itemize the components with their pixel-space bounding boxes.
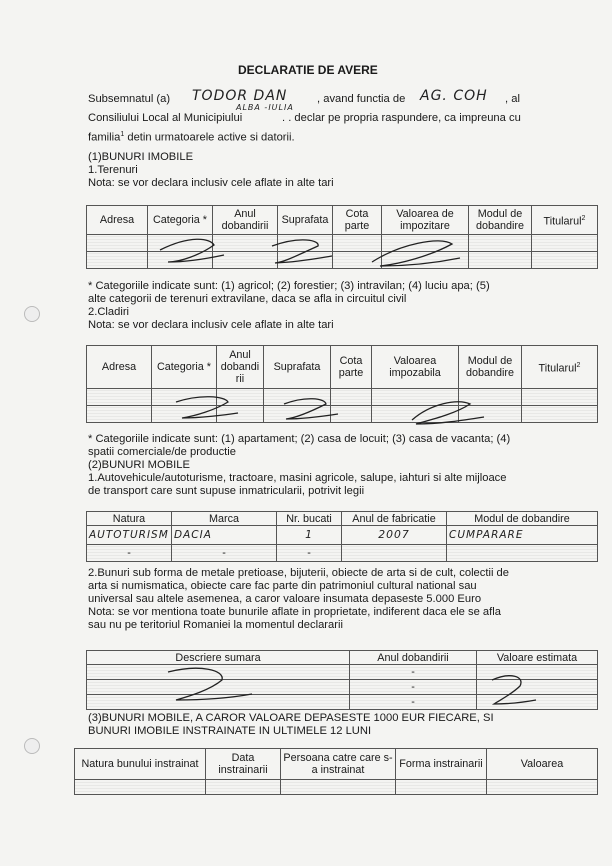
bunuri-text-1: 2.Bunuri sub forma de metale pretioase, bijuterii, obiecte de arta si de cult, colectii de	[88, 567, 510, 579]
th-cota: Cota parte	[333, 206, 382, 235]
functia-label: , avand functia de	[317, 93, 406, 105]
bunuri-nota-1: Nota: se vor mentiona toate bunurile aflate in proprietate, indiferent daca ele se afla	[88, 606, 501, 618]
th-adresa: Adresa	[87, 346, 152, 389]
cell-dash: -	[87, 545, 172, 562]
instrainate-table	[74, 748, 598, 795]
consiliu-text-a: Consiliului Local al Municipiului	[88, 112, 243, 124]
th-persoana: Persoana catre care s-a instrainat	[281, 749, 396, 780]
bunuri-text-3: universal sau altele asemenea, a caror valoare insumata depaseste 5.000 Euro	[88, 593, 482, 605]
th-marca: Marca	[172, 512, 277, 526]
th-nr-bucati: Nr. bucati	[277, 512, 342, 526]
th-adresa: Adresa	[87, 206, 148, 235]
th-anul: Anul dobandi rii	[217, 346, 264, 389]
th-valoarea: Valoarea	[487, 749, 598, 780]
autovehicule-text-b: de transport care sunt supuse inmatricularii, potrivit legii	[88, 485, 365, 497]
terenuri-footnote-b: alte categorii de terenuri extravilane, daca se afla in circuitul civil	[88, 293, 407, 305]
terenuri-footnote-a: * Categoriile indicate sunt: (1) agricol; (2) forestier; (3) intravilan; (4) luciu apa; (5)	[88, 280, 490, 292]
th-natura-bunului: Natura bunului instrainat	[75, 749, 206, 780]
th-modul: Modul de dobandire	[469, 206, 532, 235]
autovehicule-text-a: 1.Autovehicule/autoturisme, tractoare, masini agricole, salupe, iahturi si alte mijloace	[88, 472, 507, 484]
cell-dash: -	[350, 665, 477, 680]
familia-line: familia$^1$ detin urmatoarele active si datorii.	[88, 131, 295, 144]
municipiu-value[interactable]: ALBA -IULIA	[236, 103, 294, 112]
cell-anul[interactable]: 2007	[342, 526, 447, 545]
th-anul-dobandirii: Anul dobandirii	[350, 651, 477, 665]
terenuri-subtitle: 1.Terenuri	[88, 164, 138, 176]
th-forma: Forma instrainarii	[396, 749, 487, 780]
cell-modul[interactable]: CUMPARARE	[447, 526, 598, 545]
cell-dash: -	[277, 545, 342, 562]
declarant-name[interactable]: TODOR DAN	[192, 88, 288, 104]
cladiri-subtitle: 2.Cladiri	[88, 306, 130, 318]
al-label: , al	[505, 93, 520, 105]
th-modul: Modul de dobandire	[459, 346, 522, 389]
functia-value[interactable]: AG. COH	[420, 88, 488, 104]
section2-title: (2)BUNURI MOBILE	[88, 459, 190, 471]
subsemnatul-label: Subsemnatul (a)	[88, 93, 171, 105]
th-modul-dobandire: Modul de dobandire	[447, 512, 598, 526]
th-titular: Titularul$^2$	[522, 346, 598, 389]
th-anul-fabricatie: Anul de fabricatie	[342, 512, 447, 526]
cladiri-footnote-b: spatii comerciale/de productie	[88, 446, 236, 458]
bunuri-nota-2: sau nu pe teritoriul Romaniei la momentul declararii	[88, 619, 343, 631]
cell-dash: -	[172, 545, 277, 562]
th-suprafata: Suprafata	[264, 346, 331, 389]
th-anul: Anul dobandirii	[213, 206, 278, 235]
th-titular: Titularul$^2$	[532, 206, 598, 235]
table-row	[75, 780, 598, 795]
th-cota: Cota parte	[331, 346, 372, 389]
section1-title: (1)BUNURI IMOBILE	[88, 151, 194, 163]
cladiri-footnote-a: * Categoriile indicate sunt: (1) apartament; (2) casa de locuit; (3) casa de vacanta; (4)	[88, 433, 511, 445]
cell-nr-bucati[interactable]: 1	[277, 526, 342, 545]
cell-dash: -	[350, 695, 477, 710]
page-title: DECLARATIE DE AVERE	[238, 63, 378, 77]
th-categoria: Categoria *	[152, 346, 217, 389]
th-valoare-estimata: Valoare estimata	[477, 651, 598, 665]
th-valoare: Valoarea impozabila	[372, 346, 459, 389]
th-valoare: Valoarea de impozitare	[382, 206, 469, 235]
section3-title-a: (3)BUNURI MOBILE, A CAROR VALOARE DEPASESTE 1000 EUR FIECARE, SI	[88, 712, 494, 724]
terenuri-nota: Nota: se vor declara inclusiv cele aflate in alte tari	[88, 177, 334, 189]
section3-title-b: BUNURI IMOBILE INSTRAINATE IN ULTIMELE 12 LUNI	[88, 725, 372, 737]
cell-natura[interactable]: AUTOTURISM	[87, 526, 172, 545]
cell-dash: -	[350, 680, 477, 695]
th-descriere: Descriere sumara	[87, 651, 350, 665]
th-natura: Natura	[87, 512, 172, 526]
th-categoria: Categoria *	[148, 206, 213, 235]
cladiri-nota: Nota: se vor declara inclusiv cele aflate in alte tari	[88, 319, 334, 331]
bunuri-text-2: arta si numismatica, obiecte care fac parte din patrimoniul cultural national sau	[88, 580, 477, 592]
consiliu-text-b: . . declar pe propria raspundere, ca impreuna cu	[282, 112, 521, 124]
th-suprafata: Suprafata	[278, 206, 333, 235]
cell-marca[interactable]: DACIA	[172, 526, 277, 545]
th-data-instrainarii: Data instrainarii	[206, 749, 281, 780]
